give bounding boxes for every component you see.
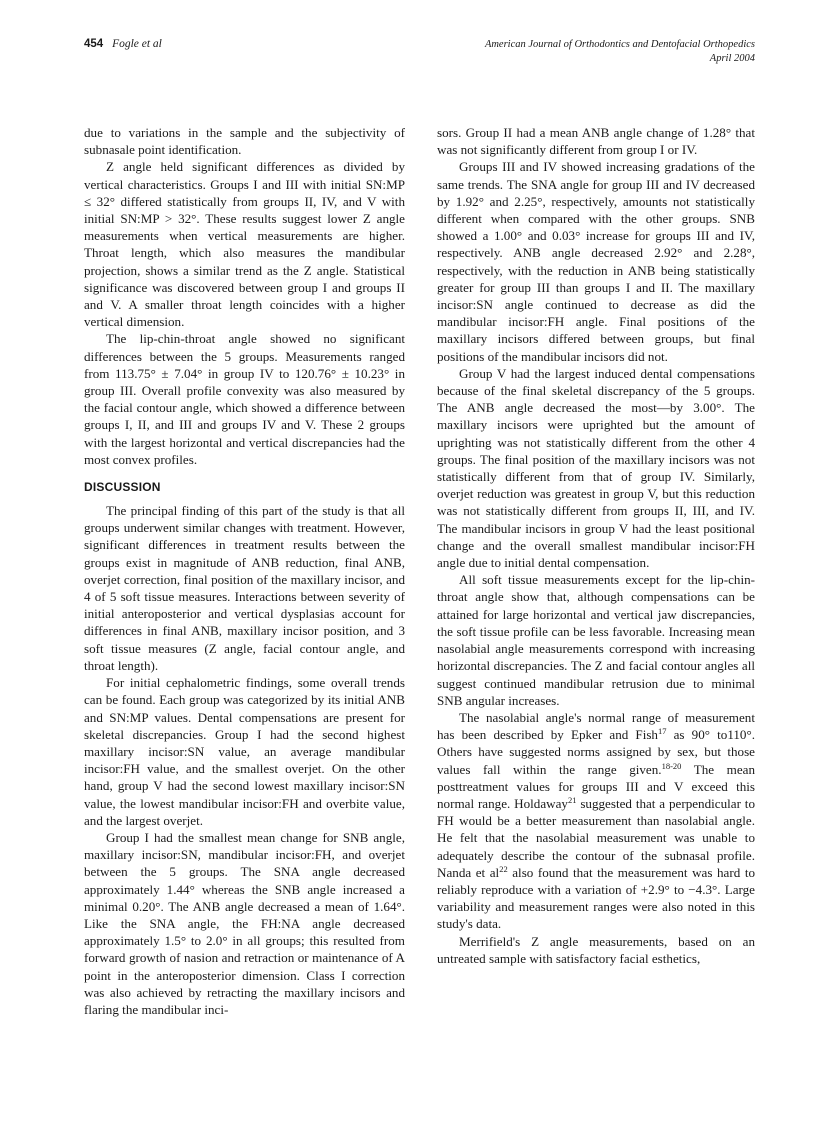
paragraph: Group V had the largest induced dental compensations because of the final skeletal discrepancy of the 5 groups. The ANB angle decreased the most—by 3.00°. The maxillary incisors were uprighted but the amount of uprighting was not statistically different from the other 4 groups. The final position of the maxillary incisors was not statistically different from that of group IV. Similarly, overjet reduction was greatest in group V, but this reduction was not statistically different from groups II, III, and IV. The mandibular incisors in group V had the least positional change and the overall smallest mandibular incisor:FH angle due to initial dental compensation.	[437, 365, 755, 571]
paragraph: The lip-chin-throat angle showed no significant differences between the 5 groups. Measurements ranged from 113.75° ± 7.04° in group IV to 120.76° ± 10.23° in group III. Overall profile convexity was also measured by the facial contour angle, which showed a difference between groups I, II, and III and groups IV and V. These 2 groups with the largest horizontal and vertical discrepancies had the most convex profiles.	[84, 331, 405, 467]
running-head-right	[485, 38, 755, 66]
page-number: 454	[84, 38, 104, 50]
citation-ref: 22	[499, 863, 508, 874]
paragraph: sors. Group II had a mean ANB angle change of 1.28° that was not significantly different from group I or IV.	[437, 125, 755, 158]
paragraph: Group I had the smallest mean change for SNB angle, maxillary incisor:SN, mandibular incisor:FH, and overjet between the 5 groups. The SNA angle decreased approximately 1.44° whereas the SNB angle increased a minimal 0.20°. The ANB angle decreased a mean of 1.64°. Like the SNA angle, the FH:NA angle decreased approximately 1.5° to 2.0° in all groups; this resulted from forward growth of nasion and retraction or maintenance of A point in the anteroposterior dimension. Class I correction was also achieved by retracting the maxillary incisors and flaring the mandibular inci-	[84, 829, 405, 1017]
paragraph: Groups III and IV showed increasing gradations of the same trends. The SNA angle for group III and IV decreased by 1.92° and 2.25°, respectively, amounts not statistically different when compared with the other groups. SNB showed a 1.00° and 0.03° increase for groups III and IV, respectively. ANB angle decreased 2.92° and 2.28°, respectively, with the reduction in ANB being statistically greater for group III than groups I and II. The maxillary incisor:SN angle continued to decrease as did the mandibular incisor:FH angle. Final positions of the maxillary incisors differed between groups, but final positions of the mandibular incisors did not.	[437, 159, 755, 364]
paragraph: Merrifield's Z angle measurements, based on an untreated sample with satisfactory facial esthetics,	[437, 933, 755, 966]
citation-ref: 18-20	[661, 760, 682, 771]
text-run: The mean posttreatment values for groups III and V exceed this normal range. Holdaway	[437, 761, 755, 811]
paragraph: due to variations in the sample and the subjectivity of subnasale point identification.	[84, 125, 405, 158]
text-run: The nasolabial angle's normal range of measurement has been described by Epker and Fish	[437, 709, 755, 743]
text-run: as 90° to110°. Others have suggested norms assigned by sex, but those values fall within the range given.	[437, 727, 755, 777]
running-head-left	[84, 38, 162, 50]
text-run: suggested that a perpendicular to FH would be a better measurement than nasolabial angle. He felt that the nasolabial measurement was unable to adequately describe the contour of the subnasal profile. Nanda et al	[437, 795, 755, 880]
left-column	[84, 124, 405, 1018]
right-column	[437, 124, 755, 967]
paragraph: The principal finding of this part of the study is that all groups underwent similar changes with treatment. However, significant differences in treatment results between the groups exist in magnitude of ANB reduction, final ANB, overjet correction, final position of the maxillary incisor, and 4 of 5 soft tissue measures. Interactions between severity of initial anteroposterior and vertical dysplasias account for differences in final ANB, maxillary incisor position, and 3 soft tissue measures (Z angle, facial contour angle, and throat length).	[84, 503, 405, 673]
paragraph: For initial cephalometric findings, some overall trends can be found. Each group was categorized by its initial ANB and SN:MP values. Dental compensations are present for skeletal discrepancies. Group I had the second highest maxillary incisor:SN value, an average mandibular incisor:FH value, and the smallest overjet. On the other hand, group V had the second lowest maxillary incisor:SN value, the lowest mandibular incisor:FH and overbite value, and the largest overjet.	[84, 675, 405, 828]
citation-ref: 17	[657, 726, 667, 737]
paragraph-nasolabial	[437, 709, 755, 933]
journal-title: American Journal of Orthodontics and Dentofacial Orthopedics	[484, 39, 755, 50]
text-run: also found that the measurement was hard to reliably reproduce with a variation of +2.9° to −4.3°. Large variability and measurement ranges were also noted in this study's data.	[437, 864, 755, 932]
issue-date: April 2004	[709, 53, 755, 64]
running-head-authors: Fogle et al	[112, 38, 162, 50]
paragraph: Z angle held significant differences as divided by vertical characteristics. Groups I and III with initial SN:MP ≤ 32° differed statistically from groups II, IV, and V with initial SN:MP > 32°. These results suggest lower Z angle measurements when vertical measurements are higher. Throat length, which also measures the mandibular projection, shows a similar trend as the Z angle. Statistical significance was discovered between group I and groups II and V. A smaller throat length coincides with a higher vertical dimension.	[84, 159, 405, 330]
running-head	[84, 38, 755, 78]
section-heading-discussion: DISCUSSION	[84, 480, 161, 495]
citation-ref: 21	[567, 794, 577, 805]
paragraph: All soft tissue measurements except for the lip-chin-throat angle show that, although compensations can be attained for large horizontal and vertical jaw discrepancies, the soft tissue profile can be less favorable. Increasing mean nasolabial angle measurements correspond with increasing horizontal discrepancies. The Z and facial contour angles all suggest continued mandibular retrusion due to minimal SNB angular increases.	[437, 572, 755, 708]
